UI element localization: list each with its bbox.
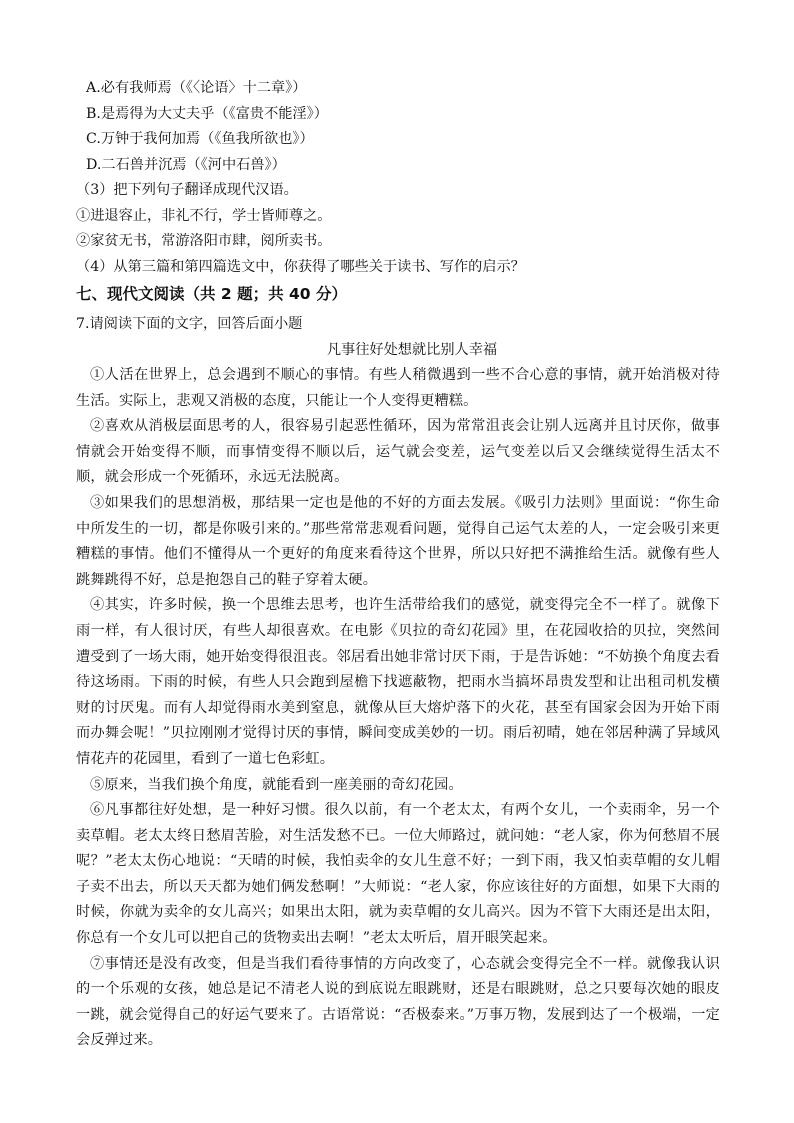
article-paragraph-3: ③如果我们的思想消极，那结果一定也是他的不好的方面去发展。《吸引力法则》里面说：“你生命中所发生的一切，都是你吸引来的。”那些常常悲观看问题，觉得自己运气太差的人，一定会吸引来更糟糕的事情。他们不懂得从一个更好的角度来看待这个世界，所以只好把不满推给生活。就像有些人跳舞跳得不好，总是抱怨自己的鞋子穿着太硬。 xyxy=(76,494,720,588)
option-d: D.二石兽并沉焉（《河中石兽》） xyxy=(86,156,286,173)
article-paragraph-1: ①人活在世界上，总会遇到不顺心的事情。有些人稍微遇到一些不合心意的事情，就开始消极对待生活。实际上，悲观又消极的态度，只能让一个人变得更糟糕。 xyxy=(76,367,720,409)
question-7-intro: 7.请阅读下面的文字，回答后面小题 xyxy=(76,316,303,332)
question-4: （4）从第三篇和第四篇选文中，你获得了哪些关于读书、写作的启示？ xyxy=(76,258,525,275)
question-3: （3）把下列句子翻译成现代汉语。 xyxy=(76,182,298,198)
article-paragraph-6: ⑥凡事都往好处想，是一种好习惯。很久以前，有一个老太太，有两个女儿，一个卖雨伞，另一个卖草帽。老太太终日愁眉苦脸，对生活发愁不已。一位大师路过，就问她：“老人家，你为何愁眉不展呢？”老太太伤心地说：“天晴的时候，我怕卖伞的女儿生意不好；一到下雨，我又怕卖草帽的女儿帽子卖不出去，所以天天都为她们俩发愁啊！”大师说：“老人家，你应该往好的方面想，如果下大雨的时候，你就为卖伞的女儿高兴；如果出太阳，就为卖草帽的女儿高兴。因为不管下大雨还是出太阳，你总有一个女儿可以把自己的货物卖出去啊！”老太太听后，眉开眼笑起来。 xyxy=(76,802,720,947)
option-c: C.万钟于我何加焉（《鱼我所欲也》） xyxy=(86,131,314,147)
option-a: A.必有我师焉（《〈论语〉十二章》） xyxy=(86,80,307,96)
sentence-2: ②家贫无书，常游洛阳市肆，阅所卖书。 xyxy=(76,233,332,249)
document-page xyxy=(76,76,720,1054)
article-paragraph-4: ④其实，许多时候，换一个思维去思考，也许生活带给我们的感觉，就变得完全不一样了。就像下雨一样，有人很讨厌，有些人却很喜欢。在电影《贝拉的奇幻花园》里，在花园收拾的贝拉，突然间遭受到了一场大雨，她开始变得很沮丧。邻居看出她非常讨厌下雨，于是告诉她：“不妨换个角度去看待这场雨。下雨的时候，有些人只会跑到屋檐下找遮蔽物，把雨水当搞坏昂贵发型和让出租司机发横财的讨厌鬼。而有人却觉得雨水美到窒息，就像从巨大熔炉落下的火花，甚至有国家会因为开始下雨而办舞会呢！”贝拉刚刚才觉得讨厌的事情，瞬间变成美妙的一切。雨后初晴，她在邻居种满了异域风情花卉的花园里，看到了一道七色彩虹。 xyxy=(76,597,720,767)
section-heading: 七、现代文阅读（共 2 题；共 40 分） xyxy=(76,285,347,303)
article-paragraph-7: ⑦事情还是没有改变，但是当我们看待事情的方向改变了，心态就会变得完全不一样。就像我认识的一个乐观的女孩，她总是记不清老人说的到底说左眼跳财，还是右眼跳财，总之只要每次她的眼皮一跳，就会觉得自己的好运气要来了。古语常说：“否极泰来。”万事万物，发展到达了一个极端，一定会反弹过来。 xyxy=(76,955,720,1049)
article-title: 凡事往好处想就比别人幸福 xyxy=(326,341,498,358)
article-paragraph-5: ⑤原来，当我们换个角度，就能看到一座美丽的奇幻花园。 xyxy=(90,776,463,793)
sentence-1: ①进退容止，非礼不行，学士皆师尊之。 xyxy=(76,207,332,224)
article-paragraph-2: ②喜欢从消极层面思考的人，很容易引起恶性循环，因为常常沮丧会让别人远离并且讨厌你，做事情就会开始变得不顺，而事情变得不顺以后，运气就会变差，运气变差以后又会继续觉得生活太不顺，就会形成一个死循环，永远无法脱离。 xyxy=(76,418,720,486)
option-b: B.是焉得为大丈夫乎（《富贵不能淫》） xyxy=(86,105,328,122)
